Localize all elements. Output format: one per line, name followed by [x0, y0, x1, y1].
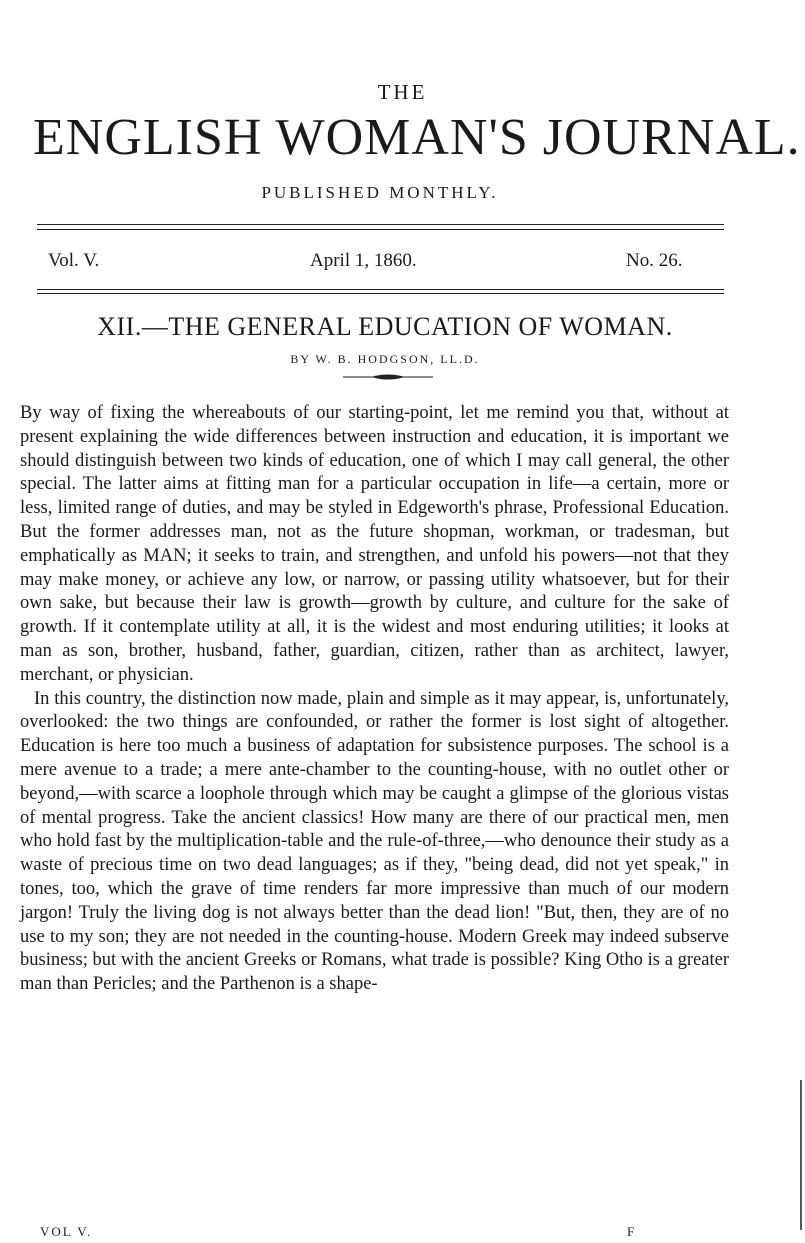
- flourish-ornament: [343, 372, 433, 382]
- masthead-subtitle: PUBLISHED MONTHLY.: [261, 183, 499, 202]
- paragraph: In this country, the distinction now made, plain and simple as it may appear, is, unfortunately, overlooked: the two things are confounded, or rather the former is lost sight of altogether. Education is here too much a business of adaptation for subsistence purposes. The school is a mere avenue to a trade; a mere ante-chamber to the counting-house, with no outlet other or beyond,—with scarce a loophole through which may be caught a glimpse of the glorious vistas of mental progress. Take the ancient classics! How many are there of our practical men, men who hold fast by the multiplication-table and the rule-of-three,—who denounce their study as a waste of precious time on two dead languages; as if they, "being dead, did not yet speak," in tones, too, which the grave of time renders far more impressive than much of our modern jargon! Truly the living dog is not always better than the dead lion! "But, then, they are of no use to my son; they are not needed in the counting-house. Modern Greek may indeed subserve business; but with the ancient Greeks or Romans, what trade is possible? King Otho is a greater man than Pericles; and the Parthenon is a shape-: [20, 688, 729, 995]
- page-edge-line: [800, 1080, 802, 1230]
- issue-volume: Vol. V.: [48, 250, 100, 271]
- rule-top-1: [37, 224, 724, 225]
- paragraph: By way of fixing the whereabouts of our starting-point, let me remind you that, without at present explaining the wide differences between instruction and education, it is important we should distinguish between two kinds of education, one of which I may call general, the other special. The latter aims at fitting man for a particular occupation in life—a certain, more or less, limited range of duties, and may be styled in Edgeworth's phrase, Professional Education. But the former addresses man, not as the future shopman, workman, or tradesman, but emphatically as MAN; it seeks to train, and strengthen, and unfold his powers—not that they may make money, or achieve any low, or narrow, or passing utility whatsoever, but for their own sake, but because their law is growth—growth by culture, and culture for the sake of growth. If it contemplate utility at all, it is the widest and most enduring utilities; it looks at man as son, brother, husband, father, guardian, citizen, rather than as architect, lawyer, merchant, or physician.: [20, 403, 729, 685]
- masthead-title: ENGLISH WOMAN'S JOURNAL.: [33, 109, 801, 166]
- article-title: XII.—THE GENERAL EDUCATION OF WOMAN.: [97, 312, 673, 341]
- footer-volume: VOL V.: [40, 1224, 93, 1239]
- masthead-the: THE: [377, 80, 428, 104]
- article-byline: BY W. B. HODGSON, LL.D.: [290, 352, 480, 366]
- article-body: [20, 402, 729, 997]
- issue-number: No. 26.: [626, 250, 683, 271]
- rule-mid-1: [37, 289, 724, 290]
- rule-mid-2: [37, 293, 724, 294]
- issue-date: April 1, 1860.: [310, 250, 417, 271]
- rule-top-2: [37, 229, 724, 230]
- footer-signature: F: [627, 1224, 635, 1239]
